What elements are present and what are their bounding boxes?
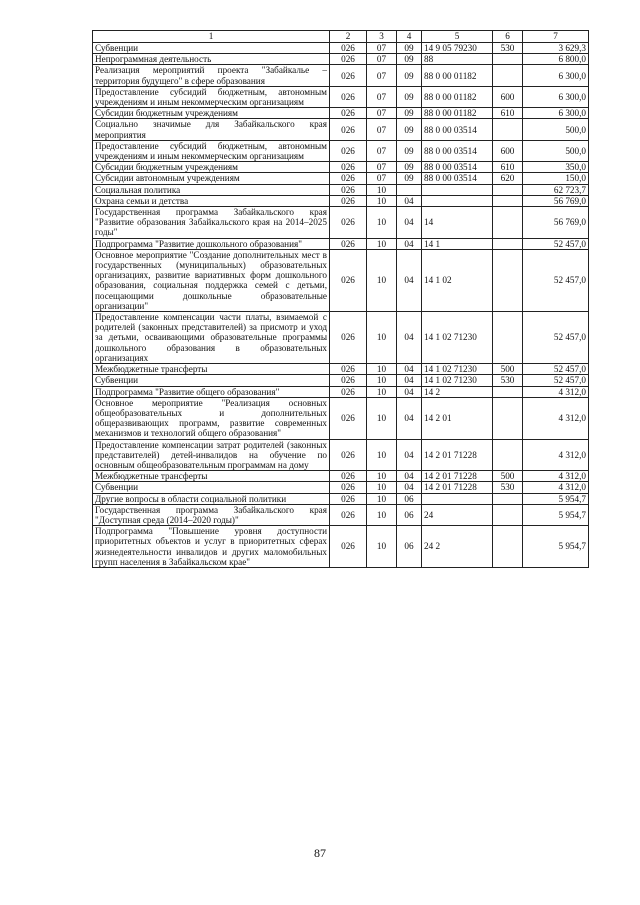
row-ministry-code-cell: 026 [330,140,367,161]
row-section-cell: 10 [367,195,397,206]
row-name-cell: Предоставление компенсации части платы, взимаемой с родителей (законных представителей) за присмотр и уход за детьми, осваивающими образовательные программы дошкольного образования в образовательных организациях [93,312,330,364]
row-section-cell: 10 [367,312,397,364]
row-ministry-code-cell: 026 [330,471,367,482]
row-expense-type-cell: 500 [493,364,523,375]
row-target-article-cell: 24 [422,504,493,525]
row-amount-cell: 5 954,7 [523,526,589,568]
row-subsection-cell: 06 [397,526,422,568]
row-ministry-code-cell: 026 [330,86,367,107]
row-name-cell: Межбюджетные трансферты [93,364,330,375]
row-expense-type-cell [493,65,523,86]
table-row [93,108,589,119]
row-subsection-cell: 04 [397,364,422,375]
row-ministry-code-cell: 026 [330,493,367,504]
row-section-cell: 10 [367,526,397,568]
row-amount-cell: 56 769,0 [523,195,589,206]
header-col-2: 2 [330,31,367,43]
row-amount-cell: 500,0 [523,140,589,161]
row-section-cell: 07 [367,173,397,184]
row-expense-type-cell [493,119,523,140]
row-section-cell: 10 [367,493,397,504]
row-ministry-code-cell: 026 [330,397,367,439]
row-target-article-cell: 88 [422,54,493,65]
row-amount-cell: 52 457,0 [523,249,589,311]
row-amount-cell: 6 300,0 [523,86,589,107]
row-name-cell: Непрограммная деятельность [93,54,330,65]
row-name-cell: Охрана семьи и детства [93,195,330,206]
row-target-article-cell: 88 0 00 03514 [422,119,493,140]
row-expense-type-cell [493,439,523,471]
table-row [93,184,589,195]
row-target-article-cell: 14 2 01 71228 [422,471,493,482]
row-ministry-code-cell: 026 [330,54,367,65]
row-expense-type-cell [493,386,523,397]
row-subsection-cell: 04 [397,471,422,482]
row-expense-type-cell: 610 [493,162,523,173]
header-col-1: 1 [93,31,330,43]
row-expense-type-cell [493,504,523,525]
row-target-article-cell: 14 1 02 [422,249,493,311]
row-ministry-code-cell: 026 [330,375,367,386]
row-ministry-code-cell: 026 [330,364,367,375]
row-name-cell: Другие вопросы в области социальной политики [93,493,330,504]
row-subsection-cell: 04 [397,375,422,386]
row-section-cell: 10 [367,184,397,195]
table-row [93,397,589,439]
header-col-6: 6 [493,31,523,43]
header-col-5: 5 [422,31,493,43]
row-name-cell: Субвенции [93,482,330,493]
row-target-article-cell [422,184,493,195]
row-name-cell: Государственная программа Забайкальского края "Развитие образования Забайкальского края на 2014–2025 годы" [93,207,330,239]
row-subsection-cell: 04 [397,397,422,439]
row-name-cell: Предоставление компенсации затрат родителей (законных представителей) детей-инвалидов на обучение по основным общеобразовательным программам на дому [93,439,330,471]
row-section-cell: 10 [367,364,397,375]
row-section-cell: 10 [367,238,397,249]
row-expense-type-cell [493,249,523,311]
row-expense-type-cell: 600 [493,140,523,161]
row-section-cell: 10 [367,207,397,239]
budget-table [92,30,589,568]
row-expense-type-cell: 600 [493,86,523,107]
row-expense-type-cell [493,195,523,206]
row-name-cell: Субвенции [93,43,330,54]
row-ministry-code-cell: 026 [330,526,367,568]
row-ministry-code-cell: 026 [330,482,367,493]
row-subsection-cell: 04 [397,439,422,471]
row-expense-type-cell: 500 [493,471,523,482]
table-header-row [93,31,589,43]
row-expense-type-cell [493,397,523,439]
row-section-cell: 10 [367,471,397,482]
row-subsection-cell: 09 [397,119,422,140]
table-row [93,482,589,493]
row-expense-type-cell [493,184,523,195]
row-target-article-cell: 14 1 02 71230 [422,364,493,375]
row-amount-cell: 4 312,0 [523,439,589,471]
row-ministry-code-cell: 026 [330,249,367,311]
table-row [93,386,589,397]
row-section-cell: 07 [367,54,397,65]
row-ministry-code-cell: 026 [330,238,367,249]
row-section-cell: 07 [367,86,397,107]
row-target-article-cell [422,195,493,206]
row-subsection-cell: 04 [397,207,422,239]
row-expense-type-cell: 530 [493,375,523,386]
row-target-article-cell: 88 0 00 03514 [422,173,493,184]
row-section-cell: 10 [367,397,397,439]
row-amount-cell: 4 312,0 [523,471,589,482]
row-target-article-cell: 14 1 02 71230 [422,312,493,364]
row-section-cell: 10 [367,482,397,493]
row-ministry-code-cell: 026 [330,439,367,471]
table-row [93,65,589,86]
table-row [93,119,589,140]
row-expense-type-cell [493,493,523,504]
table-row [93,54,589,65]
header-col-3: 3 [367,31,397,43]
row-target-article-cell: 88 0 00 01182 [422,108,493,119]
row-name-cell: Подпрограмма "Развитие дошкольного образования" [93,238,330,249]
row-subsection-cell [397,184,422,195]
row-name-cell: Субвенции [93,375,330,386]
row-target-article-cell: 88 0 00 03514 [422,162,493,173]
row-name-cell: Субсидии бюджетным учреждениям [93,162,330,173]
row-name-cell: Предоставление субсидий бюджетным, автономным учреждениям и иным некоммерческим организациям [93,86,330,107]
table-row [93,312,589,364]
row-name-cell: Государственная программа Забайкальского края "Доступная среда (2014–2020 годы)" [93,504,330,525]
row-amount-cell: 4 312,0 [523,482,589,493]
row-name-cell: Подпрограмма "Повышение уровня доступности приоритетных объектов и услуг в приоритетных сферах жизнедеятельности инвалидов и других маломобильных групп населения в Забайкальском крае" [93,526,330,568]
row-ministry-code-cell: 026 [330,65,367,86]
row-name-cell: Социально значимые для Забайкальского края мероприятия [93,119,330,140]
row-subsection-cell: 09 [397,86,422,107]
row-section-cell: 10 [367,504,397,525]
table-row [93,375,589,386]
row-amount-cell: 500,0 [523,119,589,140]
row-amount-cell: 52 457,0 [523,364,589,375]
row-expense-type-cell [493,312,523,364]
row-section-cell: 07 [367,43,397,54]
row-ministry-code-cell: 026 [330,43,367,54]
row-section-cell: 10 [367,439,397,471]
row-amount-cell: 6 300,0 [523,65,589,86]
row-amount-cell: 3 629,3 [523,43,589,54]
row-target-article-cell: 88 0 00 01182 [422,86,493,107]
row-subsection-cell: 09 [397,173,422,184]
row-subsection-cell: 09 [397,108,422,119]
row-amount-cell: 6 300,0 [523,108,589,119]
row-name-cell: Субсидии автономным учреждениям [93,173,330,184]
row-amount-cell: 350,0 [523,162,589,173]
row-expense-type-cell: 530 [493,482,523,493]
row-target-article-cell: 14 2 01 71228 [422,439,493,471]
row-target-article-cell: 14 9 05 79230 [422,43,493,54]
row-amount-cell: 62 723,7 [523,184,589,195]
row-expense-type-cell: 620 [493,173,523,184]
row-expense-type-cell [493,238,523,249]
row-subsection-cell: 04 [397,312,422,364]
table-row [93,140,589,161]
row-subsection-cell: 09 [397,140,422,161]
row-subsection-cell: 09 [397,54,422,65]
row-expense-type-cell [493,207,523,239]
row-subsection-cell: 04 [397,195,422,206]
row-section-cell: 07 [367,119,397,140]
row-name-cell: Межбюджетные трансферты [93,471,330,482]
table-row [93,238,589,249]
table-body [93,43,589,568]
row-ministry-code-cell: 026 [330,312,367,364]
row-amount-cell: 5 954,7 [523,504,589,525]
table-row [93,364,589,375]
row-expense-type-cell: 610 [493,108,523,119]
row-ministry-code-cell: 026 [330,386,367,397]
row-section-cell: 07 [367,65,397,86]
row-amount-cell: 6 800,0 [523,54,589,65]
row-target-article-cell: 14 2 [422,386,493,397]
row-section-cell: 07 [367,162,397,173]
row-target-article-cell: 14 2 01 [422,397,493,439]
row-name-cell: Подпрограмма "Развитие общего образования" [93,386,330,397]
row-expense-type-cell [493,54,523,65]
row-name-cell: Социальная политика [93,184,330,195]
row-section-cell: 10 [367,386,397,397]
row-target-article-cell: 88 0 00 01182 [422,65,493,86]
table-row [93,471,589,482]
row-amount-cell: 4 312,0 [523,397,589,439]
row-target-article-cell: 14 1 [422,238,493,249]
row-subsection-cell: 06 [397,504,422,525]
row-amount-cell: 52 457,0 [523,238,589,249]
row-amount-cell: 150,0 [523,173,589,184]
row-target-article-cell [422,493,493,504]
table-row [93,43,589,54]
table-row [93,173,589,184]
row-ministry-code-cell: 026 [330,162,367,173]
row-amount-cell: 56 769,0 [523,207,589,239]
row-section-cell: 10 [367,249,397,311]
row-target-article-cell: 14 [422,207,493,239]
row-subsection-cell: 09 [397,162,422,173]
table-row [93,207,589,239]
row-target-article-cell: 14 1 02 71230 [422,375,493,386]
row-expense-type-cell [493,526,523,568]
row-ministry-code-cell: 026 [330,173,367,184]
row-ministry-code-cell: 026 [330,195,367,206]
row-ministry-code-cell: 026 [330,119,367,140]
row-section-cell: 07 [367,140,397,161]
row-section-cell: 07 [367,108,397,119]
table-row [93,86,589,107]
row-ministry-code-cell: 026 [330,504,367,525]
row-ministry-code-cell: 026 [330,207,367,239]
row-expense-type-cell: 530 [493,43,523,54]
row-amount-cell: 52 457,0 [523,312,589,364]
row-name-cell: Субсидии бюджетным учреждениям [93,108,330,119]
row-subsection-cell: 04 [397,249,422,311]
row-target-article-cell: 88 0 00 03514 [422,140,493,161]
table-row [93,493,589,504]
row-section-cell: 10 [367,375,397,386]
row-target-article-cell: 14 2 01 71228 [422,482,493,493]
row-subsection-cell: 09 [397,65,422,86]
table-row [93,504,589,525]
row-ministry-code-cell: 026 [330,184,367,195]
row-ministry-code-cell: 026 [330,108,367,119]
row-amount-cell: 52 457,0 [523,375,589,386]
table-row [93,249,589,311]
row-name-cell: Основное мероприятие "Создание дополнительных мест в государственных (муниципальных) образовательных организациях, развитие вариативных форм дошкольного образования, социальная поддержка семей с детьми, посещающими дошкольные образовательные организации" [93,249,330,311]
row-subsection-cell: 04 [397,238,422,249]
table-row [93,439,589,471]
row-name-cell: Реализация мероприятий проекта "Забайкалье – территория будущего" в сфере образования [93,65,330,86]
table-row [93,195,589,206]
row-subsection-cell: 04 [397,386,422,397]
table-row [93,526,589,568]
row-subsection-cell: 06 [397,493,422,504]
page-number: 87 [314,846,326,860]
header-col-4: 4 [397,31,422,43]
row-name-cell: Основное мероприятие "Реализация основных общеобразовательных и дополнительных общеразвивающих программ, развитие современных механизмов и технологий общего образования" [93,397,330,439]
row-target-article-cell: 24 2 [422,526,493,568]
row-subsection-cell: 04 [397,482,422,493]
table-row [93,162,589,173]
row-amount-cell: 4 312,0 [523,386,589,397]
row-subsection-cell: 09 [397,43,422,54]
row-amount-cell: 5 954,7 [523,493,589,504]
row-name-cell: Предоставление субсидий бюджетным, автономным учреждениям и иным некоммерческим организациям [93,140,330,161]
header-col-7: 7 [523,31,589,43]
